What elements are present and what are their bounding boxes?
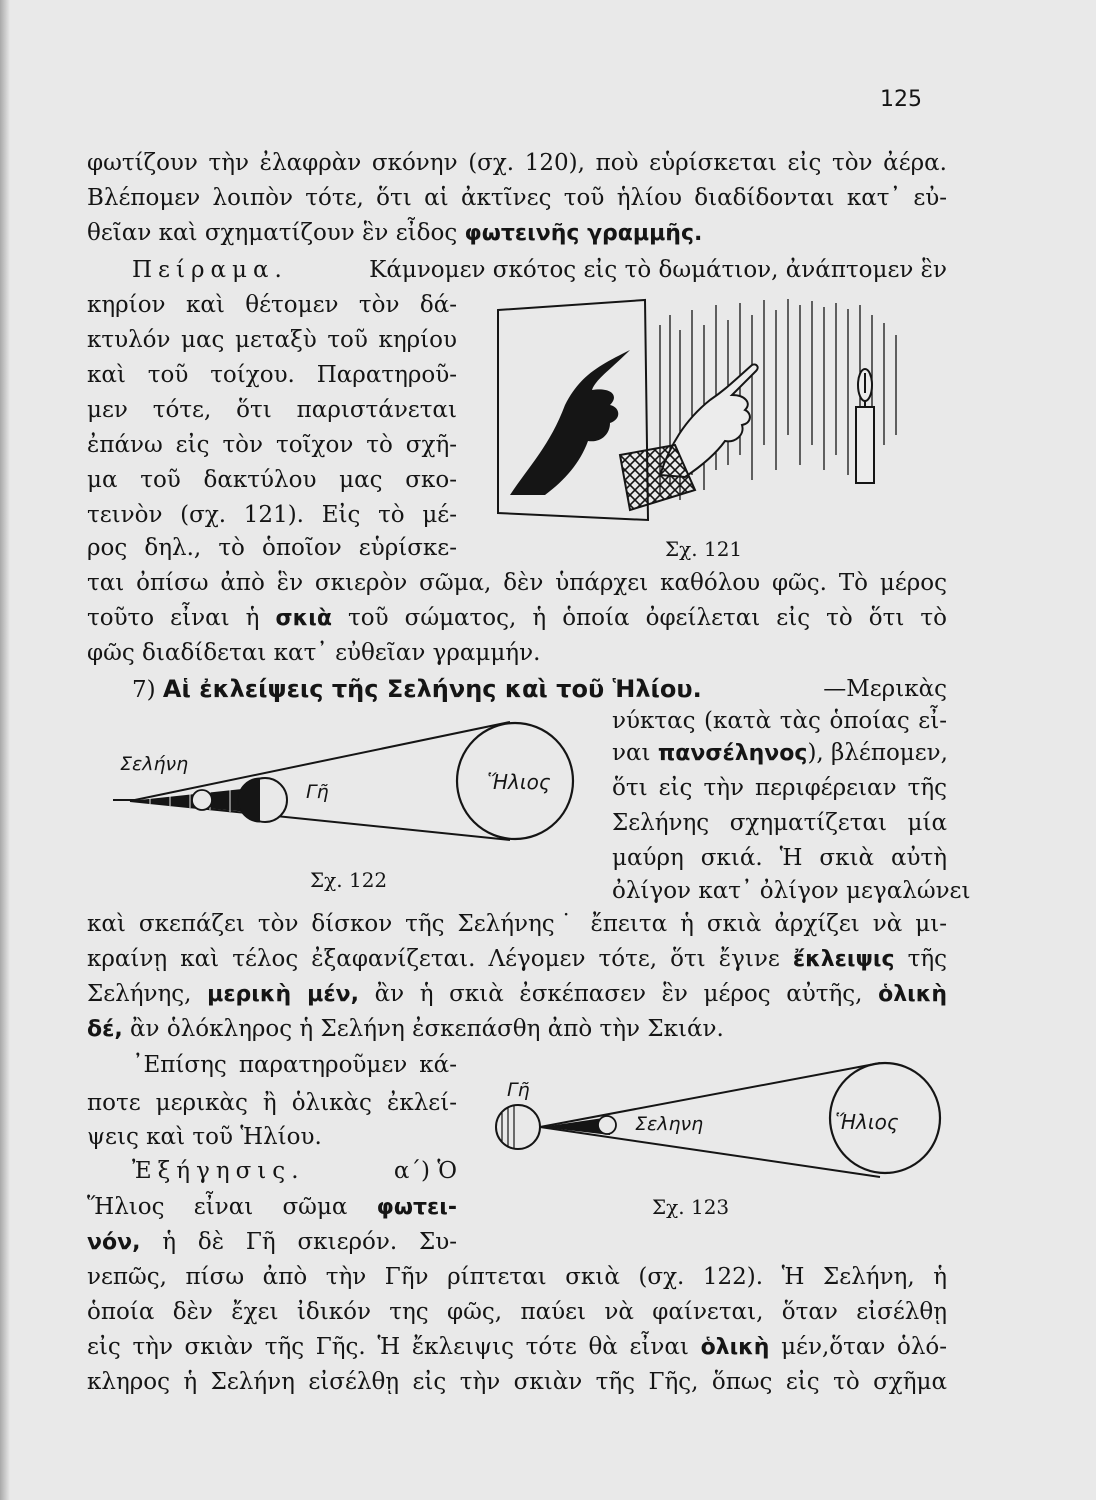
text-line: νεπῶς, πίσω ἀπὸ τὴν Γῆν ρίπτεται σκιὰ (σχ. 122). Ἡ Σελήνη, ἡ (87, 1264, 947, 1290)
figure-122-sun-label: Ἥλιος (487, 770, 551, 794)
bold-term: σκιὰ (275, 606, 332, 631)
bold-term: ὁλικὴ (878, 982, 948, 1007)
text-line: θεῖαν καὶ σχηματίζουν ἓν εἶδος φωτεινῆς γραμμῆς. (87, 220, 703, 246)
figure-123-earth-label: Γῆ (507, 1079, 530, 1101)
figure-122-earth-label: Γῆ (306, 781, 329, 803)
text-line: δέ, ἂν ὁλόκληρος ἡ Σελήνη ἐσκεπάσθη ἀπὸ τὴν Σκιάν. (87, 1016, 724, 1042)
text-line: μα τοῦ δακτύλου μας σκο- (87, 467, 457, 493)
figure-123-caption: Σχ. 123 (652, 1195, 730, 1219)
section-heading: 7) Αἱ ἐκλείψεις τῆς Σελήνης καὶ τοῦ Ἡλίου. —Μερικὰς (132, 675, 947, 703)
section-number: 7) (132, 677, 156, 703)
bold-term: ὁλικὴ (700, 1335, 770, 1360)
text-line: Σελήνης σχηματίζεται μία (612, 810, 947, 836)
text-line: κηρίον καὶ θέτομεν τὸν δά- (87, 292, 457, 318)
figure-121-caption: Σχ. 121 (665, 537, 743, 561)
text-line: κληρος ἡ Σελήνη εἰσέλθῃ εἰς τὴν σκιὰν τῆς Γῆς, ὅπως εἰς τὸ σχῆμα (87, 1369, 947, 1395)
bold-term: φωτει- (376, 1195, 457, 1220)
bold-term: ἔκλειψις (792, 947, 895, 972)
bold-term: νόν, (87, 1230, 141, 1255)
text-line: κραίνῃ καὶ τέλος ἐξαφανίζεται. Λέγομεν τότε, ὅτι ἔγινε ἔκλειψις τῆς (87, 946, 947, 972)
text-line: φῶς διαδίδεται κατ᾽ εὐθεῖαν γραμμήν. (87, 640, 541, 666)
text-line: Ἥλιος εἶναι σῶμα φωτει- (87, 1194, 457, 1220)
text-line: φωτίζουν τὴν ἐλαφρὰν σκόνην (σχ. 120), ποὺ εὑρίσκεται εἰς τὸν ἀέρα. (87, 150, 947, 176)
text-line: ται ὀπίσω ἀπὸ ἓν σκιερὸν σῶμα, δὲν ὑπάρχει καθόλου φῶς. Τὸ μέρος (87, 570, 947, 596)
text-line: καὶ τοῦ τοίχου. Παρατηροῦ- (87, 362, 457, 388)
bold-term: μερικὴ μέν, (207, 982, 359, 1007)
text-line: νύκτας (κατὰ τὰς ὁποίας εἶ- (612, 708, 947, 734)
text-line: κτυλόν μας μεταξὺ τοῦ κηρίου (87, 327, 457, 353)
experiment-heading-line: Πείραμα. Κάμνομεν σκότος εἰς τὸ δωμάτιον, ἀνάπτομεν ἓν (132, 257, 947, 283)
text-line: ὅτι εἰς τὴν περιφέρειαν τῆς (612, 775, 947, 801)
text-line: καὶ σκεπάζει τὸν δίσκον τῆς Σελήνης˙ ἔπειτα ἡ σκιὰ ἀρχίζει νὰ μι- (87, 911, 947, 937)
text-line: ὀλίγον κατ᾽ ὀλίγον μεγαλώνει (612, 878, 971, 904)
text-line: τοῦτο εἶναι ἡ σκιὰ τοῦ σώματος, ἡ ὁποία ὀφείλεται εἰς τὸ ὅτι τὸ (87, 605, 947, 631)
page-spine-shadow (0, 0, 10, 1500)
text-line: ποτε μερικὰς ἢ ὁλικὰς ἐκλεί- (87, 1090, 457, 1116)
text-line: μεν τότε, ὅτι παριστάνεται (87, 397, 457, 423)
figure-121-hand-shadow (470, 295, 920, 535)
explanation-label: Ἐξήγησις. (132, 1158, 305, 1184)
bold-term: δέ, (87, 1017, 123, 1042)
text-line: ᾽Επίσης παρατηροῦμεν κά- (132, 1052, 457, 1078)
page-number: 125 (880, 87, 922, 112)
text-line: ὁποία δὲν ἔχει ἰδικόν της φῶς, παύει νὰ φαίνεται, ὅταν εἰσέλθῃ (87, 1299, 947, 1325)
text-line: Σελήνης, μερικὴ μέν, ἂν ἡ σκιὰ ἐσκέπασεν ἓν μέρος αὐτῆς, ὁλικὴ (87, 981, 948, 1007)
experiment-label: Πείραμα. (132, 257, 288, 283)
explanation-heading-line: Ἐξήγησις. α΄) Ὁ (132, 1158, 457, 1184)
bold-term: πανσέληνος (657, 741, 808, 766)
text-line: νόν, ἡ δὲ Γῆ σκιερόν. Συ- (87, 1229, 457, 1255)
figure-123-moon-label: Σεληνη (635, 1113, 704, 1135)
section-title: Αἱ ἐκλείψεις τῆς Σελήνης καὶ τοῦ Ἡλίου. (162, 675, 702, 703)
text-line: ἐπάνω εἰς τὸν τοῖχον τὸ σχῆ- (87, 432, 457, 458)
bold-term: φωτεινῆς γραμμῆς. (464, 221, 703, 246)
figure-122-caption: Σχ. 122 (310, 868, 388, 892)
text-line: μαύρη σκιά. Ἡ σκιὰ αὐτὴ (612, 845, 947, 871)
text-line: τεινὸν (σχ. 121). Εἰς τὸ μέ- (87, 502, 457, 528)
text-line: Βλέπομεν λοιπὸν τότε, ὅτι αἱ ἀκτῖνες τοῦ ἡλίου διαδίδονται κατ᾽ εὐ- (87, 185, 947, 211)
figure-123-sun-label: Ἥλιος (835, 1110, 899, 1134)
text-line: ναι πανσέληνος), βλέπομεν, (612, 740, 948, 766)
figure-122-moon-label: Σελήνη (120, 753, 189, 775)
text-line: ψεις καὶ τοῦ Ἡλίου. (87, 1124, 322, 1150)
text-line: εἰς τὴν σκιὰν τῆς Γῆς. Ἡ ἔκλειψις τότε θὰ εἶναι ὁλικὴ μέν,ὅταν ὁλό- (87, 1334, 948, 1360)
text-line: ρος δηλ., τὸ ὁποῖον εὑρίσκε- (87, 535, 457, 561)
